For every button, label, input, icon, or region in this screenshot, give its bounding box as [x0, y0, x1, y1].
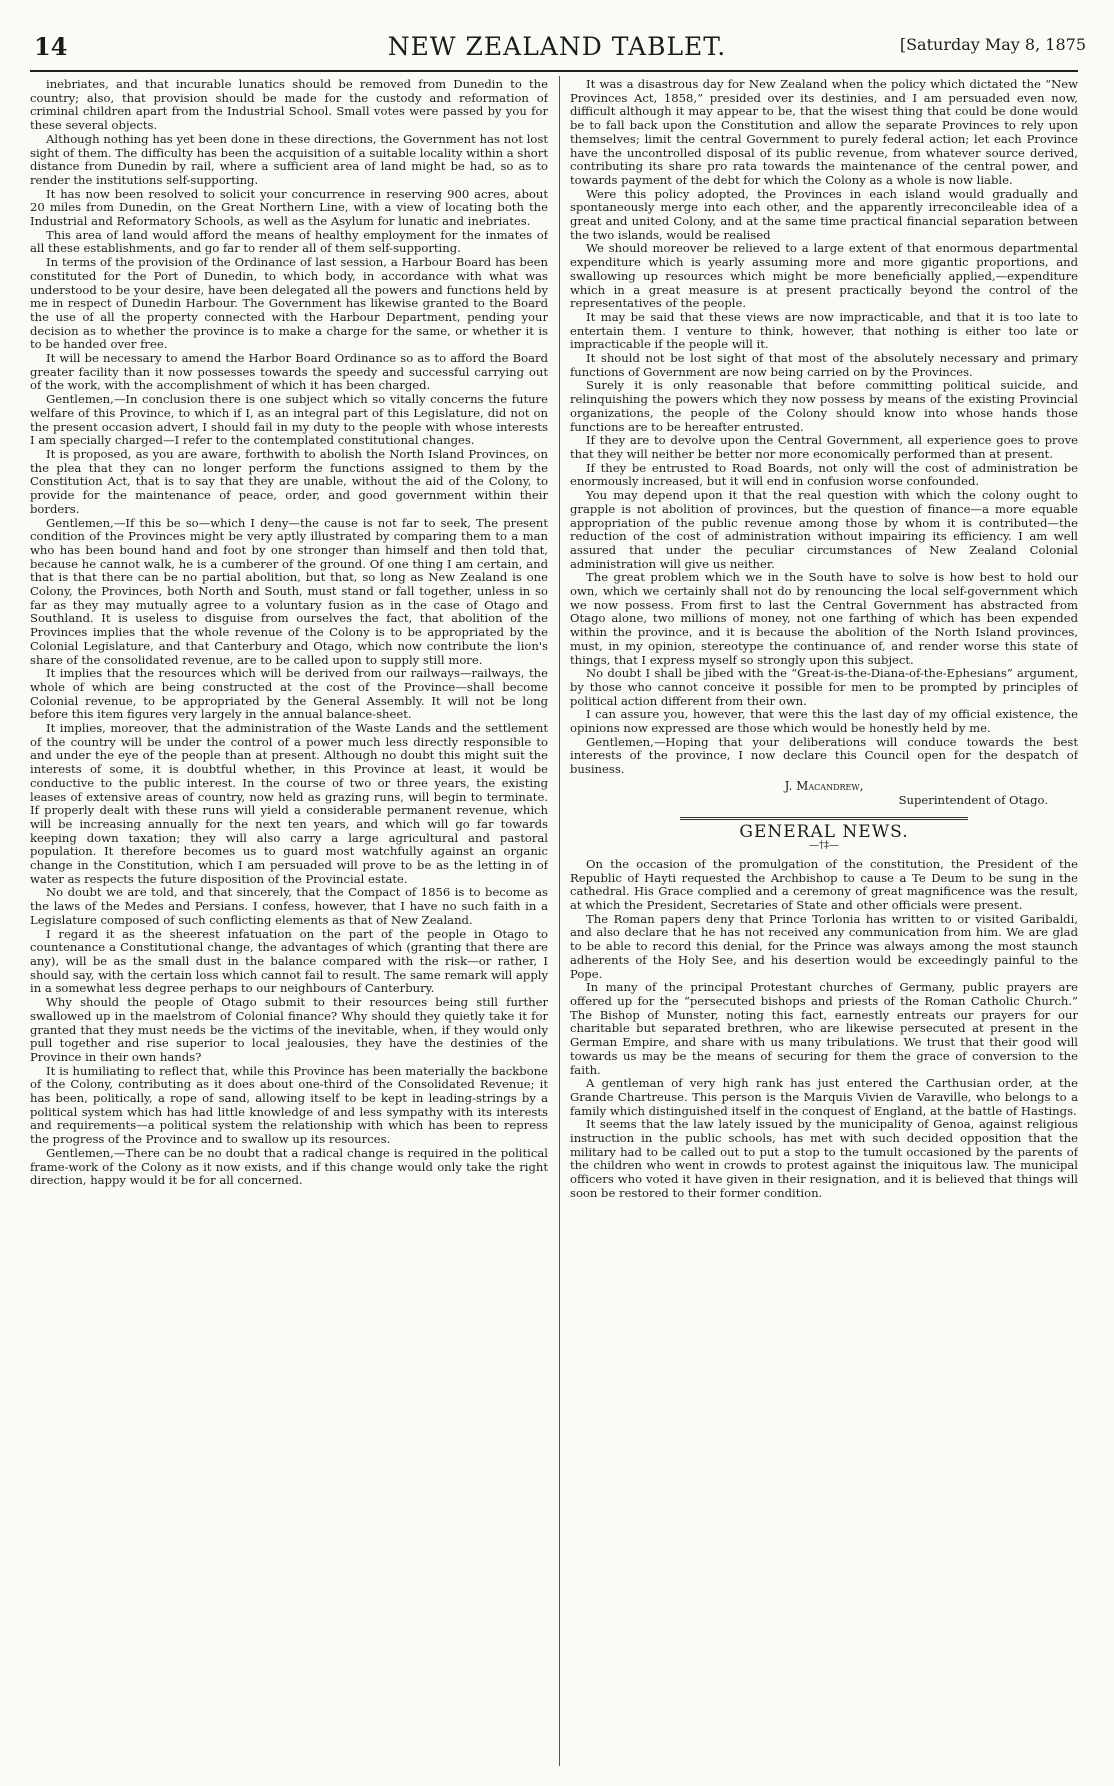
masthead-title: NEW ZEALAND TABLET. [387, 32, 727, 61]
article-paragraph: I regard it as the sheerest infatuation on the part of the people in Otago to countenance a Constitutional change, the advantages of which (granting that there are any), will be as the small dust in the balance compared with the risk—or rather, I should say, with the certain loss which cannot fail to result. The same remark will apply in a somewhat less degree perhaps to our neighbours of Canterbury. [30, 926, 548, 996]
ornament-icon: —†‡— [809, 839, 839, 851]
article-paragraph: No doubt I shall be jibed with the “Great-is-the-Diana-of-the-Ephesians” argument, by those who cannot conceive it possible for men to be prompted by principles of political action different from their own. [570, 666, 1078, 708]
article-paragraph: It should not be lost sight of that most of the absolutely necessary and primary functions of Government are now being carried on by the Provinces. [570, 351, 1078, 379]
article-paragraph: Why should the people of Otago submit to their resources being still further swallowed up in the maelstrom of Colonial finance? Why should they quietly take it for granted that they must needs be the victims of the inevitable, when, if they would only pull together and rise superior to local jealousies, they have the destinies of the Province in their own hands? [30, 995, 548, 1064]
article-paragraph: It is humiliating to reflect that, while this Province has been materially the backbone of the Colony, contributing as it does about one-third of the Consolidated Revenue; it has been, politically, a rope of sand, allowing itself to be kept in leading-strings by a political system which has had little knowledge of and less sympathy with its interests and requirements—a political system the relationship with which has been to repress the progress of the Province and to swallow up its resources. [30, 1063, 548, 1147]
signature-title: Superintendent of Otago. [898, 792, 1048, 807]
article-paragraph: It may be said that these views are now impracticable, and that it is too late to entertain them. I venture to think, however, that nothing is either too late or impracticable if the people will it. [570, 309, 1078, 352]
article-paragraph: Gentlemen,—In conclusion there is one subject which so vitally concerns the future welfare of this Province, to which if I, as an integral part of this Legislature, did not on the present occasion advert, I should fail in my duty to the people with whose interests I am specially charged—I refer to the contemplated constitutional changes. [30, 392, 548, 448]
news-paragraph: The Roman papers deny that Prince Torlonia has written to or visited Garibaldi, and also declare that he has not received any communication from him. We are glad to be able to record this denial, for the Prince was always among the most staunch adherents of the Holy See, and his desertion would be exceedingly painful to the Pope. [570, 911, 1078, 981]
left-column [30, 78, 548, 1768]
article-paragraph: It will be necessary to amend the Harbor Board Ordinance so as to afford the Board greater facility than it now possesses towards the speedy and successful carrying out of the work, with the accomplishment of which it has been charged. [30, 351, 548, 393]
article-paragraph: Gentlemen,—Hoping that your deliberations will conduce towards the best interests of the province, I now declare this Council open for the despatch of business. [570, 734, 1078, 777]
signature-block [570, 780, 1078, 807]
article-paragraph: It was a disastrous day for New Zealand when the policy which dictated the “New Provinces Act, 1858,” presided over its destinies, and I am persuaded even now, difficult although it may appear to be, that the wisest thing that could be done would be to fall back upon the Constitution and allow the separate Provinces to rely upon themselves; limit the central Government to purely federal action; let each Province have the uncontrolled disposal of its public revenue, from whatever source derived, contributing its share pro rata towards the maintenance of the central power, and towards payment of the debt for which the Colony as a whole is now liable. [570, 78, 1078, 187]
article-paragraph: I can assure you, however, that were this the last day of my official existence, the opinions now expressed are those which would be honestly held by me. [570, 707, 1078, 736]
right-column [570, 78, 1078, 1768]
section-title: GENERAL NEWS. [739, 822, 909, 843]
article-paragraph: The great problem which we in the South have to solve is how best to hold our own, which we certainly shall not do by renouncing the local self-government which we now possess. From first to last the Central Government has abstracted from Otago alone, two millions of money, not one farthing of which has been expended within the province, and it is because the abolition of the North Island provinces, must, in my opinion, stereotype the continuance of, and render worse this state of things, that I express myself so strongly upon this subject. [570, 570, 1078, 667]
article-paragraph: No doubt we are told, and that sincerely, that the Compact of 1856 is to become as the laws of the Medes and Persians. I confess, however, that I have no such faith in a Legislature composed of such conflicting elements as that of New Zealand. [30, 885, 548, 927]
article-paragraph: We should moreover be relieved to a large extent of that enormous departmental expenditure which is yearly assuming more and more gigantic proportions, and swallowing up resources which might be more beneficially applied,—expenditure which in a great measure is at present practically beyond the control of the representatives of the people. [570, 241, 1078, 311]
news-paragraph: On the occasion of the promulgation of the constitution, the President of the Republic of Hayti requested the Archbishop to cause a Te Deum to be sung in the cathedral. His Grace complied and a ceremony of great magnificence was the result, at which the President, Secretaries of State and other officials were present. [570, 856, 1078, 913]
page-header [20, 28, 1094, 68]
news-paragraph: In many of the principal Protestant churches of Germany, public prayers are offered up for the “persecuted bishops and priests of the Roman Catholic Church.” The Bishop of Munster, noting this fact, earnestly entreats our prayers for our charitable but separated brethren, who are likewise persecuted at present in the German Empire, and share with us many tribulations. We trust that their good will towards us may be the means of securing for them the grace of conversion to the faith. [570, 980, 1078, 1077]
article-paragraph: In terms of the provision of the Ordinance of last session, a Harbour Board has been constituted for the Port of Dunedin, to which body, in accordance with what was understood to be your desire, have been delegated all the powers and functions held by me in respect of Dunedin Harbour. The Government has likewise granted to the Board the use of all the property connected with the Harbour Department, pending your decision as to whether the province is to make a charge for the same, or whether it is to be handed over free. [30, 255, 548, 352]
column-divider [559, 76, 560, 1766]
news-paragraph: A gentleman of very high rank has just entered the Carthusian order, at the Grande Chartreuse. This person is the Marquis Vivien de Varaville, who belongs to a family which distinguished itself in the conquest of England, at the battle of Hastings. [570, 1076, 1078, 1118]
article-paragraph: Were this policy adopted, the Provinces in each island would gradually and spontaneously merge into each other, and the apparently irreconcileable idea of a great and united Colony, and at the same time practical financial separation between the two islands, would be realised [570, 186, 1078, 242]
article-paragraph: It has now been resolved to solicit your concurrence in reserving 900 acres, about 20 miles from Dunedin, on the Great Northern Line, with a view of locating both the Industrial and Reformatory Schools, as well as the Asylum for lunatic and inebriates. [30, 186, 548, 229]
page-number: 14 [34, 32, 68, 61]
signature-name: J. Macandrew, [784, 778, 864, 793]
article-paragraph: It implies, moreover, that the administration of the Waste Lands and the settlement of the country will be under the control of a power much less directly responsible to and under the eye of the people than at present. Although no doubt this might suit the interests of some, it is doubtful whether, in this Province at least, it would be conductive to the public interest. In the course of two or three years, the existing leases of extensive areas of country, now held as grazing runs, will begin to terminate. If properly dealt with these runs will yield a considerable permanent revenue, which will be increasing annually for the next ten years, and which will go far towards keeping down taxation; they will also carry a large agricultural and pastoral population. It therefore becomes us to guard most watchfully against an organic change in the Constitution, which I am persuaded will prove to be as the letting in of water as respects the future disposition of the Provincial estate. [30, 721, 548, 886]
header-rule [30, 70, 1078, 72]
issue-date: [Saturday May 8, 1875 [899, 35, 1086, 54]
article-paragraph: Gentlemen,—There can be no doubt that a radical change is required in the political frame-work of the Colony as it now exists, and if this change would only take the right direction, happy would it be for all concerned. [30, 1145, 548, 1188]
article-paragraph: It implies that the resources which will be derived from our railways—railways, the whole of which are being constructed at the cost of the Province—shall become Colonial revenue, to be appropriated by the General Assembly. It will not be long before this item figures very largely in the annual balance-sheet. [30, 666, 548, 722]
article-paragraph: If they be entrusted to Road Boards, not only will the cost of administration be enormously increased, but it will end in confusion worse confounded. [570, 460, 1078, 489]
article-paragraph: inebriates, and that incurable lunatics should be removed from Dunedin to the country; also, that provision should be made for the custody and reformation of criminal children apart from the Industrial School. Small votes were passed by you for these several objects. [30, 78, 548, 133]
article-paragraph: Gentlemen,—If this be so—which I deny—the cause is not far to seek, The present condition of the Provinces might be very aptly illustrated by comparing them to a man who has been bound hand and foot by one stronger than himself and then told that, because he cannot walk, he is a cumberer of the ground. Of one thing I am certain, and that is that there can be no partial abolition, but that, so long as New Zealand is one Colony, the Provinces, both North and South, must stand or fall together, unless in so far as they may mutually agree to a voluntary fusion as in the case of Otago and Southland. It is useless to disguise from ourselves the fact, that abolition of the Provinces implies that the whole revenue of the Colony is to be appropriated by the Colonial Legislature, and that Canterbury and Otago, which now contribute the lion's share of the consolidated revenue, are to be called upon to supply still more. [30, 515, 548, 667]
article-paragraph: You may depend upon it that the real question with which the colony ought to grapple is not abolition of provinces, but the question of finance—a more equable appropriation of the public revenue among those by whom it is contributed—the reduction of the cost of administration without impairing its efficiency. I am well assured that under the peculiar circumstances of New Zealand Colonial administration will give us neither. [570, 488, 1078, 571]
article-paragraph: If they are to devolve upon the Central Government, all experience goes to prove that they will neither be better nor more economically performed than at present. [570, 433, 1078, 461]
article-paragraph: Surely it is only reasonable that before committing political suicide, and relinquishing the powers which they now possess by means of the existing Provincial organizations, the people of the Colony should know into whose hands those functions are to be hereafter entrusted. [570, 378, 1078, 434]
news-paragraph: It seems that the law lately issued by the municipality of Genoa, against religious instruction in the public schools, has met with such decided opposition that the military had to be called out to put a stop to the tumult occasioned by the parents of the children who went in crowds to protest against the iniquitous law. The municipal officers who voted it have given in their resignation, and it is believed that things will soon be restored to their former condition. [570, 1117, 1078, 1200]
section-divider [680, 817, 968, 820]
article-paragraph: It is proposed, as you are aware, forthwith to abolish the North Island Provinces, on the plea that they can no longer perform the functions assigned to them by the Constitution Act, that is to say that they are unable, without the aid of the Colony, to provide for the maintenance of peace, order, and good government within their borders. [30, 446, 548, 516]
article-paragraph: This area of land would afford the means of healthy employment for the inmates of all these establishments, and go far to render all of them self-supporting. [30, 227, 548, 256]
article-paragraph: Although nothing has yet been done in these directions, the Government has not lost sight of them. The difficulty has been the acquisition of a suitable locality within a short distance from Dunedin by rail, where a sufficient area of land might be had, so as to render the institutions self-supporting. [30, 131, 548, 187]
